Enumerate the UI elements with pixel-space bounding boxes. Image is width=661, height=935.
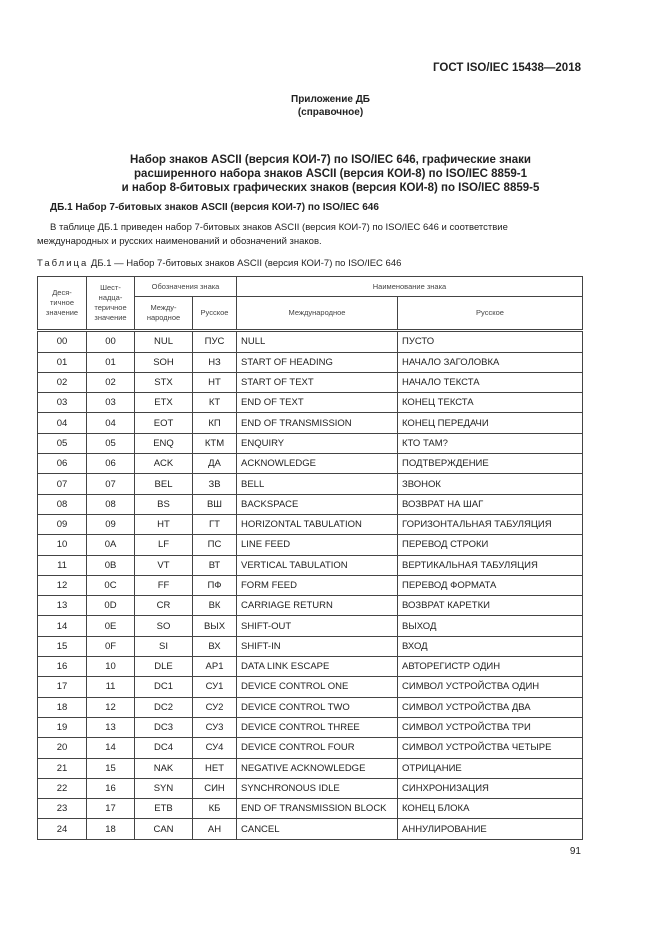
name-international-cell: DEVICE CONTROL FOUR bbox=[237, 738, 398, 758]
name-russian-cell: ОТРИЦАНИЕ bbox=[398, 758, 583, 778]
hex-cell: 05 bbox=[87, 433, 135, 453]
ascii-table bbox=[37, 276, 583, 840]
symbol-russian-cell: КТМ bbox=[193, 433, 237, 453]
symbol-russian-cell: СУ2 bbox=[193, 697, 237, 717]
hex-cell: 13 bbox=[87, 717, 135, 737]
symbol-russian-cell: ПФ bbox=[193, 575, 237, 595]
table-row bbox=[38, 575, 583, 595]
symbol-russian-cell: ПУС bbox=[193, 331, 237, 352]
table-row bbox=[38, 636, 583, 656]
table-row bbox=[38, 555, 583, 575]
symbol-international-cell: DC3 bbox=[135, 717, 193, 737]
name-russian-cell: КТО ТАМ? bbox=[398, 433, 583, 453]
hex-cell: 03 bbox=[87, 393, 135, 413]
name-international-cell: CARRIAGE RETURN bbox=[237, 596, 398, 616]
name-international-cell: BELL bbox=[237, 474, 398, 494]
hex-cell: 08 bbox=[87, 494, 135, 514]
hex-cell: 11 bbox=[87, 677, 135, 697]
name-russian-cell: АННУЛИРОВАНИЕ bbox=[398, 819, 583, 839]
symbol-international-cell: ACK bbox=[135, 454, 193, 474]
symbol-russian-cell: СИН bbox=[193, 778, 237, 798]
symbol-russian-cell: СУ4 bbox=[193, 738, 237, 758]
table-row bbox=[38, 616, 583, 636]
decimal-cell: 22 bbox=[38, 778, 87, 798]
symbol-international-cell: BEL bbox=[135, 474, 193, 494]
symbol-international-cell: CAN bbox=[135, 819, 193, 839]
symbol-international-cell: DC4 bbox=[135, 738, 193, 758]
annex-heading bbox=[0, 93, 661, 119]
header-decimal: Деся-тичное значение bbox=[38, 277, 87, 331]
decimal-cell: 15 bbox=[38, 636, 87, 656]
symbol-international-cell: DLE bbox=[135, 657, 193, 677]
symbol-international-cell: EOT bbox=[135, 413, 193, 433]
hex-cell: 0B bbox=[87, 555, 135, 575]
name-international-cell: END OF TEXT bbox=[237, 393, 398, 413]
symbol-russian-cell: КТ bbox=[193, 393, 237, 413]
decimal-cell: 14 bbox=[38, 616, 87, 636]
name-international-cell: DEVICE CONTROL ONE bbox=[237, 677, 398, 697]
decimal-cell: 04 bbox=[38, 413, 87, 433]
decimal-cell: 07 bbox=[38, 474, 87, 494]
symbol-russian-cell: ВЫХ bbox=[193, 616, 237, 636]
hex-cell: 0A bbox=[87, 535, 135, 555]
table-row bbox=[38, 352, 583, 372]
symbol-international-cell: DC2 bbox=[135, 697, 193, 717]
name-russian-cell: ГОРИЗОНТАЛЬНАЯ ТАБУЛЯЦИЯ bbox=[398, 514, 583, 534]
symbol-international-cell: NAK bbox=[135, 758, 193, 778]
decimal-cell: 05 bbox=[38, 433, 87, 453]
name-russian-cell: ВХОД bbox=[398, 636, 583, 656]
header-names: Наименование знака bbox=[237, 277, 583, 297]
table-row bbox=[38, 433, 583, 453]
decimal-cell: 01 bbox=[38, 352, 87, 372]
symbol-russian-cell: ВК bbox=[193, 596, 237, 616]
name-russian-cell: ЗВОНОК bbox=[398, 474, 583, 494]
symbol-international-cell: HT bbox=[135, 514, 193, 534]
table-row bbox=[38, 677, 583, 697]
table-row bbox=[38, 717, 583, 737]
header-name-international: Международное bbox=[237, 297, 398, 331]
title-line: и набор 8-битовых графических знаков (версия КОИ-8) по ISO/IEC 8859-5 bbox=[121, 182, 540, 194]
table-row bbox=[38, 494, 583, 514]
hex-cell: 01 bbox=[87, 352, 135, 372]
table-row bbox=[38, 413, 583, 433]
decimal-cell: 17 bbox=[38, 677, 87, 697]
title-line: Набор знаков ASCII (версия КОИ-7) по ISO/IEC 646, графические знаки bbox=[130, 154, 531, 166]
decimal-cell: 19 bbox=[38, 717, 87, 737]
symbol-russian-cell: СУ1 bbox=[193, 677, 237, 697]
header-name-russian: Русское bbox=[398, 297, 583, 331]
standard-number: ГОСТ ISO/IEC 15438—2018 bbox=[433, 62, 581, 74]
table-row bbox=[38, 596, 583, 616]
header-symbol-international: Между-народное bbox=[135, 297, 193, 331]
symbol-international-cell: NUL bbox=[135, 331, 193, 352]
table-row bbox=[38, 738, 583, 758]
hex-cell: 14 bbox=[87, 738, 135, 758]
page-number: 91 bbox=[569, 846, 581, 857]
symbol-international-cell: FF bbox=[135, 575, 193, 595]
decimal-cell: 13 bbox=[38, 596, 87, 616]
decimal-cell: 08 bbox=[38, 494, 87, 514]
annex-main-title bbox=[0, 153, 661, 195]
name-russian-cell: ВЕРТИКАЛЬНАЯ ТАБУЛЯЦИЯ bbox=[398, 555, 583, 575]
symbol-russian-cell: ВТ bbox=[193, 555, 237, 575]
symbol-russian-cell: СУ3 bbox=[193, 717, 237, 737]
table-row bbox=[38, 657, 583, 677]
symbol-international-cell: SO bbox=[135, 616, 193, 636]
hex-cell: 16 bbox=[87, 778, 135, 798]
name-international-cell: END OF TRANSMISSION BLOCK bbox=[237, 799, 398, 819]
name-russian-cell: ПОДТВЕРЖДЕНИЕ bbox=[398, 454, 583, 474]
name-russian-cell: СИМВОЛ УСТРОЙСТВА ДВА bbox=[398, 697, 583, 717]
caption-prefix: Таблица bbox=[37, 258, 89, 269]
name-international-cell: LINE FEED bbox=[237, 535, 398, 555]
symbol-international-cell: ENQ bbox=[135, 433, 193, 453]
hex-cell: 0C bbox=[87, 575, 135, 595]
name-international-cell: DEVICE CONTROL THREE bbox=[237, 717, 398, 737]
annex-title: Приложение ДБ bbox=[291, 94, 370, 105]
name-russian-cell: КОНЕЦ ПЕРЕДАЧИ bbox=[398, 413, 583, 433]
name-russian-cell: КОНЕЦ БЛОКА bbox=[398, 799, 583, 819]
name-international-cell: NULL bbox=[237, 331, 398, 352]
name-russian-cell: ВЫХОД bbox=[398, 616, 583, 636]
decimal-cell: 00 bbox=[38, 331, 87, 352]
name-russian-cell: ПЕРЕВОД ФОРМАТА bbox=[398, 575, 583, 595]
name-international-cell: SHIFT-IN bbox=[237, 636, 398, 656]
name-international-cell: START OF HEADING bbox=[237, 352, 398, 372]
hex-cell: 15 bbox=[87, 758, 135, 778]
name-international-cell: START OF TEXT bbox=[237, 372, 398, 392]
name-international-cell: NEGATIVE ACKNOWLEDGE bbox=[237, 758, 398, 778]
table-row bbox=[38, 372, 583, 392]
table-row bbox=[38, 778, 583, 798]
name-international-cell: BACKSPACE bbox=[237, 494, 398, 514]
symbol-russian-cell: ГТ bbox=[193, 514, 237, 534]
annex-note: (справочное) bbox=[297, 107, 364, 118]
decimal-cell: 09 bbox=[38, 514, 87, 534]
hex-cell: 0E bbox=[87, 616, 135, 636]
name-international-cell: SHIFT-OUT bbox=[237, 616, 398, 636]
name-russian-cell: ВОЗВРАТ КАРЕТКИ bbox=[398, 596, 583, 616]
decimal-cell: 21 bbox=[38, 758, 87, 778]
decimal-cell: 06 bbox=[38, 454, 87, 474]
symbol-russian-cell: ЗВ bbox=[193, 474, 237, 494]
symbol-international-cell: CR bbox=[135, 596, 193, 616]
symbol-russian-cell: ВХ bbox=[193, 636, 237, 656]
header-symbol-russian: Русское bbox=[193, 297, 237, 331]
decimal-cell: 03 bbox=[38, 393, 87, 413]
symbol-russian-cell: ВШ bbox=[193, 494, 237, 514]
name-russian-cell: СИНХРОНИЗАЦИЯ bbox=[398, 778, 583, 798]
header-hex: Шест-надца-теричное значение bbox=[87, 277, 135, 331]
symbol-international-cell: SYN bbox=[135, 778, 193, 798]
caption-text: ДБ.1 — Набор 7-битовых знаков ASCII (версия КОИ-7) по ISO/IEC 646 bbox=[88, 258, 402, 269]
symbol-russian-cell: КП bbox=[193, 413, 237, 433]
name-international-cell: HORIZONTAL TABULATION bbox=[237, 514, 398, 534]
hex-cell: 18 bbox=[87, 819, 135, 839]
decimal-cell: 18 bbox=[38, 697, 87, 717]
title-line: расширенного набора знаков ASCII (версия КОИ-8) по ISO/IEC 8859-1 bbox=[134, 168, 527, 180]
symbol-international-cell: BS bbox=[135, 494, 193, 514]
symbol-international-cell: STX bbox=[135, 372, 193, 392]
table-row bbox=[38, 535, 583, 555]
name-russian-cell: НАЧАЛО ТЕКСТА bbox=[398, 372, 583, 392]
table-row bbox=[38, 454, 583, 474]
table-body bbox=[38, 331, 583, 839]
hex-cell: 17 bbox=[87, 799, 135, 819]
name-russian-cell: КОНЕЦ ТЕКСТА bbox=[398, 393, 583, 413]
section-heading: ДБ.1 Набор 7-битовых знаков ASCII (версия КОИ-7) по ISO/IEC 646 bbox=[50, 202, 379, 213]
name-international-cell: FORM FEED bbox=[237, 575, 398, 595]
decimal-cell: 24 bbox=[38, 819, 87, 839]
hex-cell: 12 bbox=[87, 697, 135, 717]
symbol-russian-cell: КБ bbox=[193, 799, 237, 819]
name-international-cell: ENQUIRY bbox=[237, 433, 398, 453]
table-row bbox=[38, 758, 583, 778]
symbol-russian-cell: ДА bbox=[193, 454, 237, 474]
table-row bbox=[38, 799, 583, 819]
name-russian-cell: АВТОРЕГИСТР ОДИН bbox=[398, 657, 583, 677]
decimal-cell: 20 bbox=[38, 738, 87, 758]
symbol-international-cell: SOH bbox=[135, 352, 193, 372]
decimal-cell: 11 bbox=[38, 555, 87, 575]
decimal-cell: 23 bbox=[38, 799, 87, 819]
name-international-cell: CANCEL bbox=[237, 819, 398, 839]
symbol-international-cell: DC1 bbox=[135, 677, 193, 697]
symbol-russian-cell: НЕТ bbox=[193, 758, 237, 778]
name-international-cell: VERTICAL TABULATION bbox=[237, 555, 398, 575]
name-russian-cell: ПУСТО bbox=[398, 331, 583, 352]
name-russian-cell: ВОЗВРАТ НА ШАГ bbox=[398, 494, 583, 514]
symbol-international-cell: ETX bbox=[135, 393, 193, 413]
symbol-russian-cell: НЗ bbox=[193, 352, 237, 372]
hex-cell: 02 bbox=[87, 372, 135, 392]
table-row bbox=[38, 819, 583, 839]
name-international-cell: END OF TRANSMISSION bbox=[237, 413, 398, 433]
table-row bbox=[38, 474, 583, 494]
decimal-cell: 02 bbox=[38, 372, 87, 392]
name-international-cell: SYNCHRONOUS IDLE bbox=[237, 778, 398, 798]
decimal-cell: 16 bbox=[38, 657, 87, 677]
name-russian-cell: СИМВОЛ УСТРОЙСТВА ОДИН bbox=[398, 677, 583, 697]
hex-cell: 06 bbox=[87, 454, 135, 474]
table-row bbox=[38, 331, 583, 352]
symbol-russian-cell: АР1 bbox=[193, 657, 237, 677]
hex-cell: 09 bbox=[87, 514, 135, 534]
name-international-cell: ACKNOWLEDGE bbox=[237, 454, 398, 474]
symbol-international-cell: VT bbox=[135, 555, 193, 575]
table-row bbox=[38, 697, 583, 717]
table-caption bbox=[37, 258, 401, 269]
symbol-russian-cell: АН bbox=[193, 819, 237, 839]
name-international-cell: DEVICE CONTROL TWO bbox=[237, 697, 398, 717]
hex-cell: 04 bbox=[87, 413, 135, 433]
header-symbols: Обозначения знака bbox=[135, 277, 237, 297]
hex-cell: 00 bbox=[87, 331, 135, 352]
symbol-russian-cell: НТ bbox=[193, 372, 237, 392]
symbol-russian-cell: ПС bbox=[193, 535, 237, 555]
symbol-international-cell: LF bbox=[135, 535, 193, 555]
hex-cell: 07 bbox=[87, 474, 135, 494]
symbol-international-cell: ETB bbox=[135, 799, 193, 819]
name-russian-cell: ПЕРЕВОД СТРОКИ bbox=[398, 535, 583, 555]
decimal-cell: 10 bbox=[38, 535, 87, 555]
name-russian-cell: НАЧАЛО ЗАГОЛОВКА bbox=[398, 352, 583, 372]
hex-cell: 10 bbox=[87, 657, 135, 677]
name-russian-cell: СИМВОЛ УСТРОЙСТВА ЧЕТЫРЕ bbox=[398, 738, 583, 758]
symbol-international-cell: SI bbox=[135, 636, 193, 656]
table-row bbox=[38, 514, 583, 534]
decimal-cell: 12 bbox=[38, 575, 87, 595]
hex-cell: 0D bbox=[87, 596, 135, 616]
table-row bbox=[38, 393, 583, 413]
name-international-cell: DATA LINK ESCAPE bbox=[237, 657, 398, 677]
body-paragraph: В таблице ДБ.1 приведен набор 7-битовых знаков ASCII (версия КОИ-7) по ISO/IEC 646 и соответствие международных и русских наименований и обозначений знаков. bbox=[37, 222, 508, 247]
hex-cell: 0F bbox=[87, 636, 135, 656]
name-russian-cell: СИМВОЛ УСТРОЙСТВА ТРИ bbox=[398, 717, 583, 737]
